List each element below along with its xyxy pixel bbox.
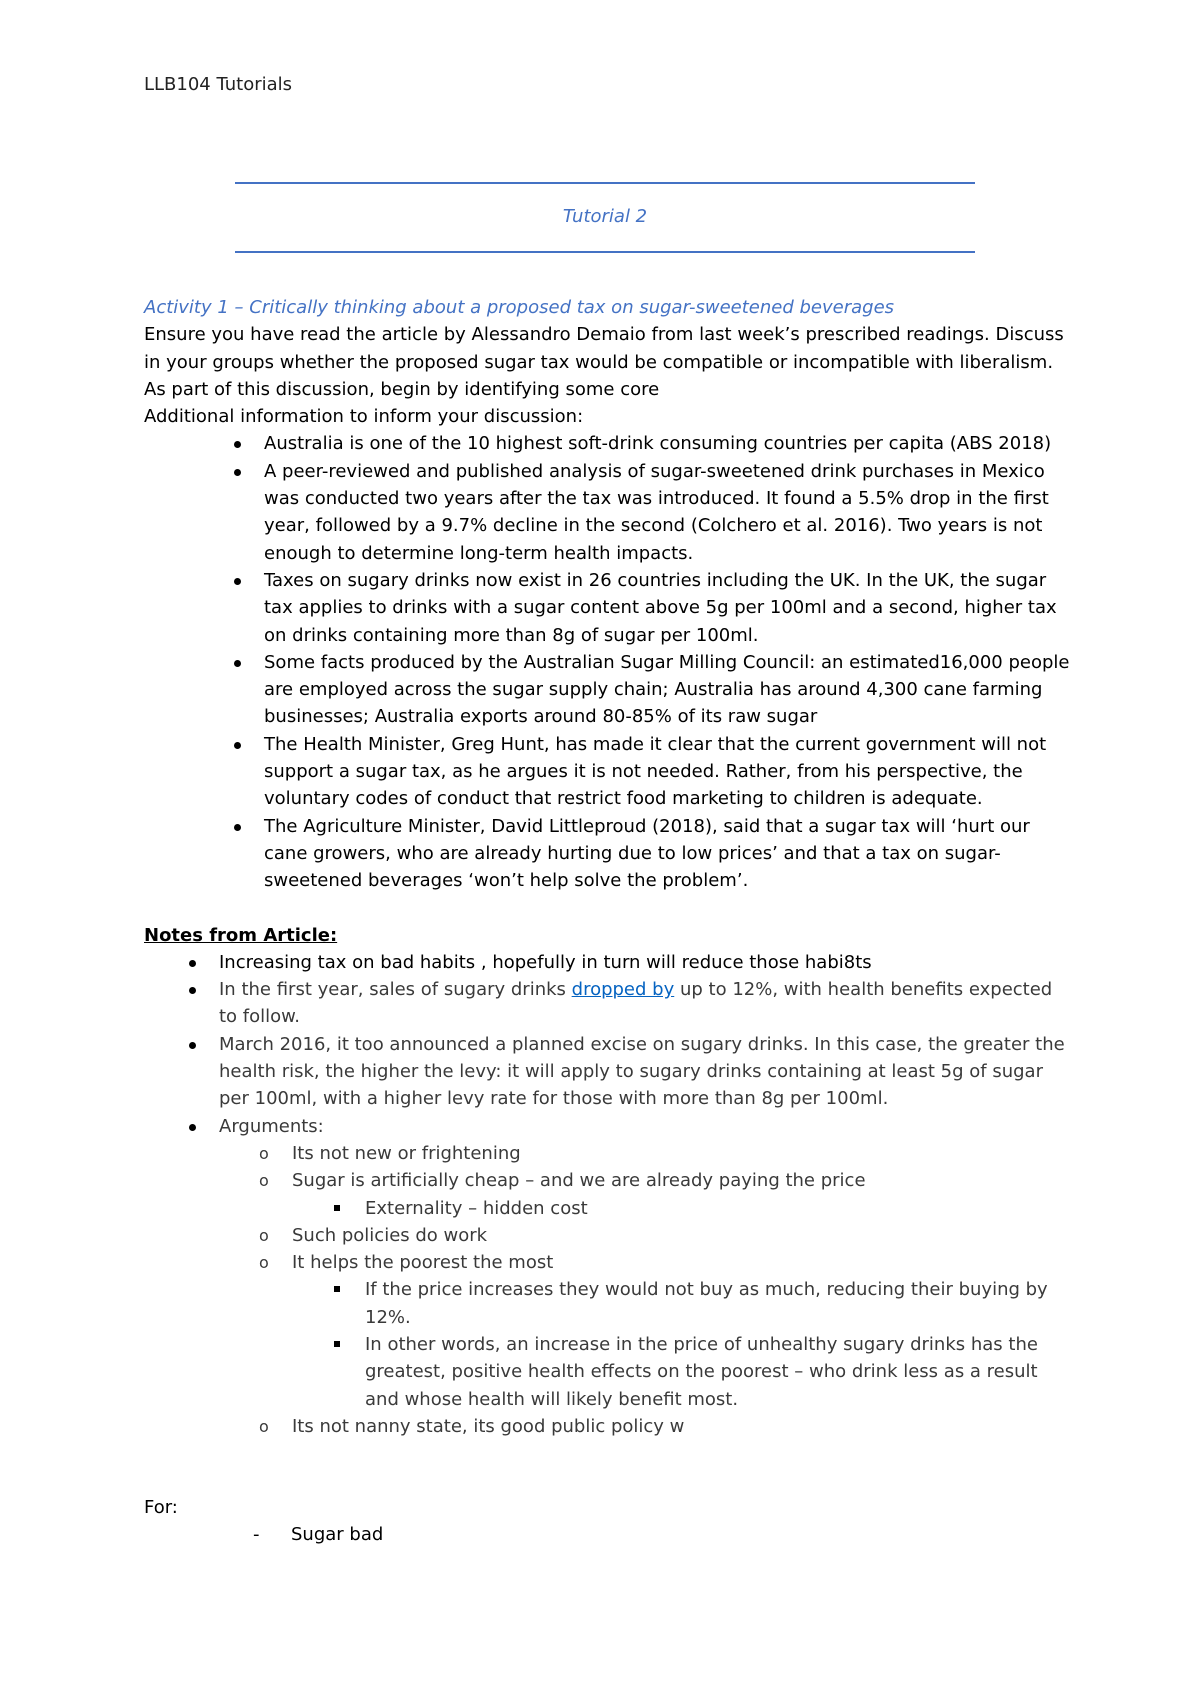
list-item: Some facts produced by the Australian Sugar Milling Council: an estimated16,000 people are employed across the sugar supply chain; Australia has around 4,300 cane farming businesses; Australia exports around 80-85% of its raw sugar [264,649,1074,731]
title-rule-top [235,182,975,184]
o-bullet: o [259,1253,269,1273]
o-bullet: o [259,1143,269,1163]
list-item: Increasing tax on bad habits , hopefully in turn will reduce those habi8ts [219,949,1074,976]
notes-heading: Notes from Article: [144,924,338,946]
title-rule-bottom [235,251,975,253]
sub-item: In other words, an increase in the price of unhealthy sugary drinks has the greatest, positive health effects on the poorest – who drink less as a result and whose health will likely benefit most. [365,1331,1074,1413]
list-item: - Sugar bad [291,1521,1074,1548]
notes-list [144,949,1074,1440]
o-bullet: o [259,1416,269,1436]
argument-text: Such policies do work [292,1224,488,1246]
tutorial-title: Tutorial 2 [562,206,648,227]
list-item: Taxes on sugary drinks now exist in 26 countries including the UK. In the UK, the sugar tax applies to drinks with a sugar content above 5g per 100ml and a second, higher tax on drinks containing more than 8g of sugar per 100ml. [264,567,1074,649]
list-item [219,976,1074,1031]
argument-item [259,1167,1074,1222]
o-bullet: o [259,1225,269,1245]
argument-item [259,1140,1074,1167]
o-bullet: o [259,1171,269,1191]
for-list [144,1521,1074,1548]
document-body [144,294,1074,1549]
list-item: March 2016, it too announced a planned excise on sugary drinks. In this case, the greater the health risk, the higher the levy: it will apply to sugary drinks containing at least 5g of sugar per 100ml, with a higher levy rate for those with more than 8g per 100ml. [219,1031,1074,1113]
argument-text: Sugar is artificially cheap – and we are already paying the price [292,1170,866,1192]
activity-heading: Activity 1 – Critically thinking about a proposed tax on sugar-sweetened beverages [144,297,895,318]
argument-text: Its not nanny state, its good public policy w [292,1415,685,1437]
arguments-list [219,1140,1074,1440]
argument-text: It helps the poorest the most [292,1252,554,1274]
note-text: up to 12%, with health benefits expected to follow. [219,979,1053,1028]
intro-paragraph: Ensure you have read the article by Alessandro Demaio from last week’s prescribed readings. Discuss in your groups whether the proposed sugar tax would be compatible or incompatible with liberalism. As part of this discussion, begin by identifying some core [144,324,1064,400]
arguments-label: Arguments: [219,1115,324,1137]
argument-sublist [292,1195,1074,1222]
argument-text: Its not new or frightening [292,1142,521,1164]
dropped-by-link[interactable]: dropped by [571,979,675,1001]
list-item: A peer-reviewed and published analysis of sugar-sweetened drink purchases in Mexico was conducted two years after the tax was introduced. It found a 5.5% drop in the first year, followed by a 9.7% decline in the second (Colchero et al. 2016). Two years is not enough to determine long-term health impacts. [264,458,1074,567]
argument-item [259,1413,1074,1440]
page-header: LLB104 Tutorials [144,74,293,95]
argument-item [259,1222,1074,1249]
sub-item: Externality – hidden cost [365,1195,1074,1222]
list-item: The Agriculture Minister, David Littleproud (2018), said that a sugar tax will ‘hurt our cane growers, who are already hurting due to low prices’ and that a tax on sugar-sweetened beverages ‘won’t help solve the problem’. [264,813,1074,895]
note-text: In the first year, sales of sugary drinks [219,979,572,1001]
for-label: For: [144,1497,178,1519]
argument-sublist [292,1276,1074,1412]
arguments-item [219,1113,1074,1441]
list-item: Australia is one of the 10 highest soft-drink consuming countries per capita (ABS 2018) [264,430,1074,457]
additional-info-label: Additional information to inform your discussion: [144,406,584,428]
list-item: The Health Minister, Greg Hunt, has made it clear that the current government will not support a sugar tax, as he argues it is not needed. Rather, from his perspective, the voluntary codes of conduct that restrict food marketing to children is adequate. [264,731,1074,813]
argument-item [259,1249,1074,1413]
additional-info-list [144,430,1074,894]
sub-item: If the price increases they would not buy as much, reducing their buying by 12%. [365,1276,1074,1331]
